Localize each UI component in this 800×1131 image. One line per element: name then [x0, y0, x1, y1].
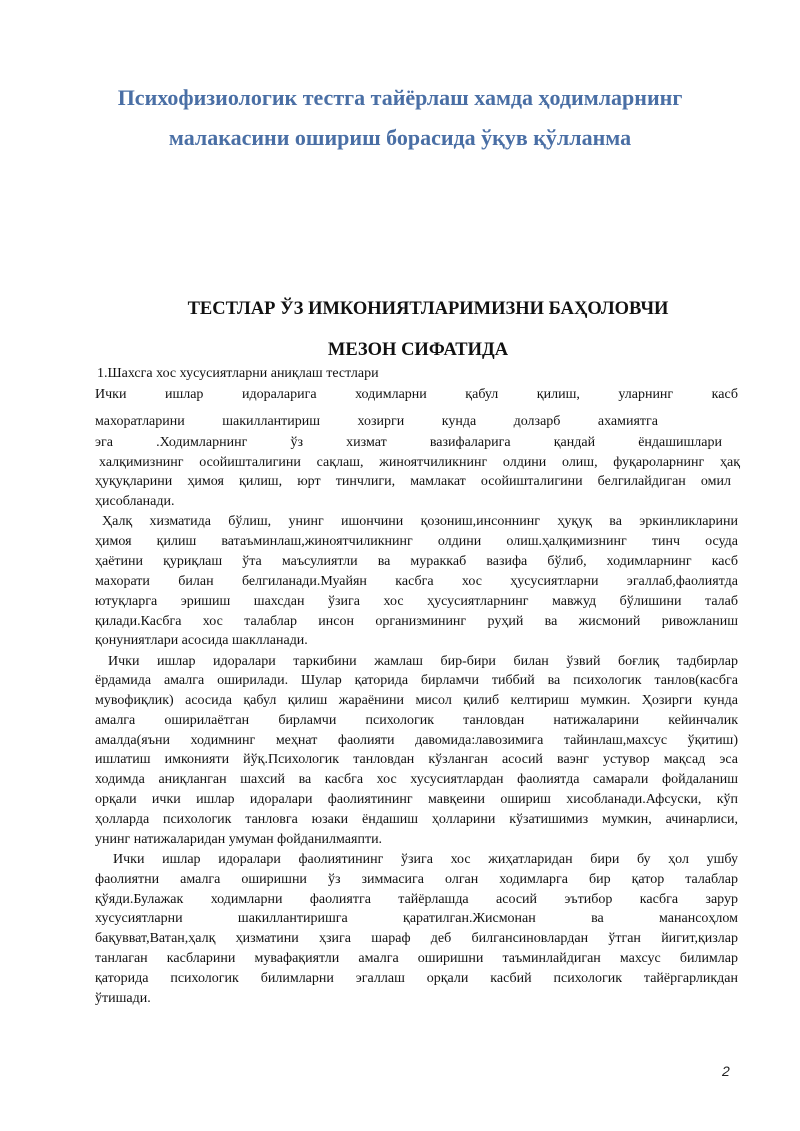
body-line: қилади.Касбга хос талаблар инсон организмининг руҳий ва жисмоний ривожланиш: [95, 614, 738, 629]
body-line: хусусиятларни шакиллантиришга қаратилган.Жисмонан ва манансоҳлом: [95, 911, 738, 926]
body-line: мувофиқлик) асосида қабул қилиш жараёнини мисол қилиб келтириш мумкин. Ҳозирги кунда: [95, 693, 738, 708]
body-line: орқали ички ишлар идоралари фаолиятининг мавқеини ошириш хисобланади.Афсуски, кўп: [95, 792, 738, 807]
body-line: ўтишади.: [95, 991, 151, 1006]
body-line: ютуқларга эришиш шахсдан ўзига хос ҳусусиятларнинг мавжуд бўлишини талаб: [95, 594, 738, 609]
body-line: қаторида психологик билимларни эгаллаш орқали касбий психологик тайёргарликдан: [95, 971, 738, 986]
document-title-line-2: малакасини ошириш борасида ўқув қўлланма: [168, 125, 632, 150]
body-line: танлаган касбларини мувафақиятли амалга оширишни таъминлайдиган махсус билимлар: [95, 951, 738, 966]
body-line: Ички ишлар идораларига ходимларни қабул қилиш, уларнинг касб: [95, 387, 738, 402]
section-heading-line-2: МЕЗОН СИФАТИДА: [327, 340, 509, 360]
body-line: амалга оширилаётган бирламчи психологик танловдан натижаларини кейинчалик: [95, 713, 738, 728]
body-line: ходимда аниқланган шахсий ва касбга хос хусусиятлардан фаолиятда самарали фойдаланиш: [95, 772, 738, 787]
list-item-heading: 1.Шахсга хос хусусиятларни аниқлаш тестлари: [97, 366, 379, 381]
document-title-line-1: Психофизиологик тестга тайёрлаш хамда ҳодимларнинг: [117, 85, 683, 110]
body-line: ишлатиш имконияти йўқ.Психологик танловдан кўзланган асосий ваэнг устувор мақсад эса: [95, 752, 738, 767]
body-line: бақувват,Ватан,ҳалқ ҳизматини ҳзига шараф деб билгансиновлардан ўтган йигит,қизлар: [95, 931, 738, 946]
document-title: [40, 78, 760, 158]
body-line: фаолиятни амалга оширишни ўз зиммасига олган ходимларга бир қатор талаблар: [95, 872, 738, 887]
body-line: махоратларини шакиллантириш хозирги кунда долзарб ахамиятга: [95, 414, 658, 429]
body-line: амалда(яъни ходимнинг меҳнат фаолияти давомида:лавозимига тайинлаш,махсус ўқитиш): [95, 733, 738, 748]
body-line: ёрдамида амалга оширилади. Шулар қаторида бирламчи тиббий ва психологик танлов(касбга: [95, 673, 738, 688]
body-line: халқимизнинг осойишталигини сақлаш, жиноятчиликнинг олдини олиш, фуқароларнинг ҳақ: [99, 455, 740, 470]
body-line: қўяди.Булажак ходимларни фаолиятга тайёрлашда асосий эътибор касбга зарур: [95, 892, 738, 907]
body-line: ҳаётини қуриқлаш ўта маъсулиятли ва мураккаб вазифа бўлиб, ходимларнинг касб: [95, 554, 738, 569]
body-line: эга .Ходимларнинг ўз хизмат вазифаларига қандай ёндашишлари: [95, 435, 722, 450]
body-line: Ички ишлар идоралари таркибини жамлаш бир-бири билан ўзвий боғлиқ тадбирлар: [108, 654, 738, 669]
body-line: ҳимоя қилиш ватаъминлаш,жиноятчиликнинг олдини олиш.ҳалқимизнинг тинч осуда: [95, 534, 738, 549]
body-line: Ички ишлар идоралари фаолиятининг ўзига хос жиҳатларидан бири бу ҳол ушбу: [113, 852, 738, 867]
body-line: махорати билан белгиланади.Муайян касбга хос ҳусусиятларни эгаллаб,фаолиятда: [95, 574, 738, 589]
body-line: ҳуқуқларини ҳимоя қилиш, юрт тинчлиги, мамлакат осойишталигини белгилайдиган омил: [95, 474, 731, 489]
body-line: қонуниятлари асосида шаклланади.: [95, 633, 308, 648]
body-line: ҳолларда психологик танловга юзаки ёндашиш ҳолларини кўзатишимиз мумкин, ачинарлиси,: [95, 812, 738, 827]
section-heading-line-1: ТЕСТЛАР ЎЗ ИМКОНИЯТЛАРИМИЗНИ БАҲОЛОВЧИ: [187, 299, 669, 319]
body-line: Ҳалқ хизматида бўлиш, унинг ишончини қозониш,инсоннинг ҳуқуқ ва эркинликларини: [102, 514, 738, 529]
body-line: ҳисобланади.: [95, 494, 175, 509]
page-number: 2: [722, 1063, 730, 1079]
body-line: унинг натижаларидан умуман фойданилмаяпти.: [95, 832, 383, 847]
